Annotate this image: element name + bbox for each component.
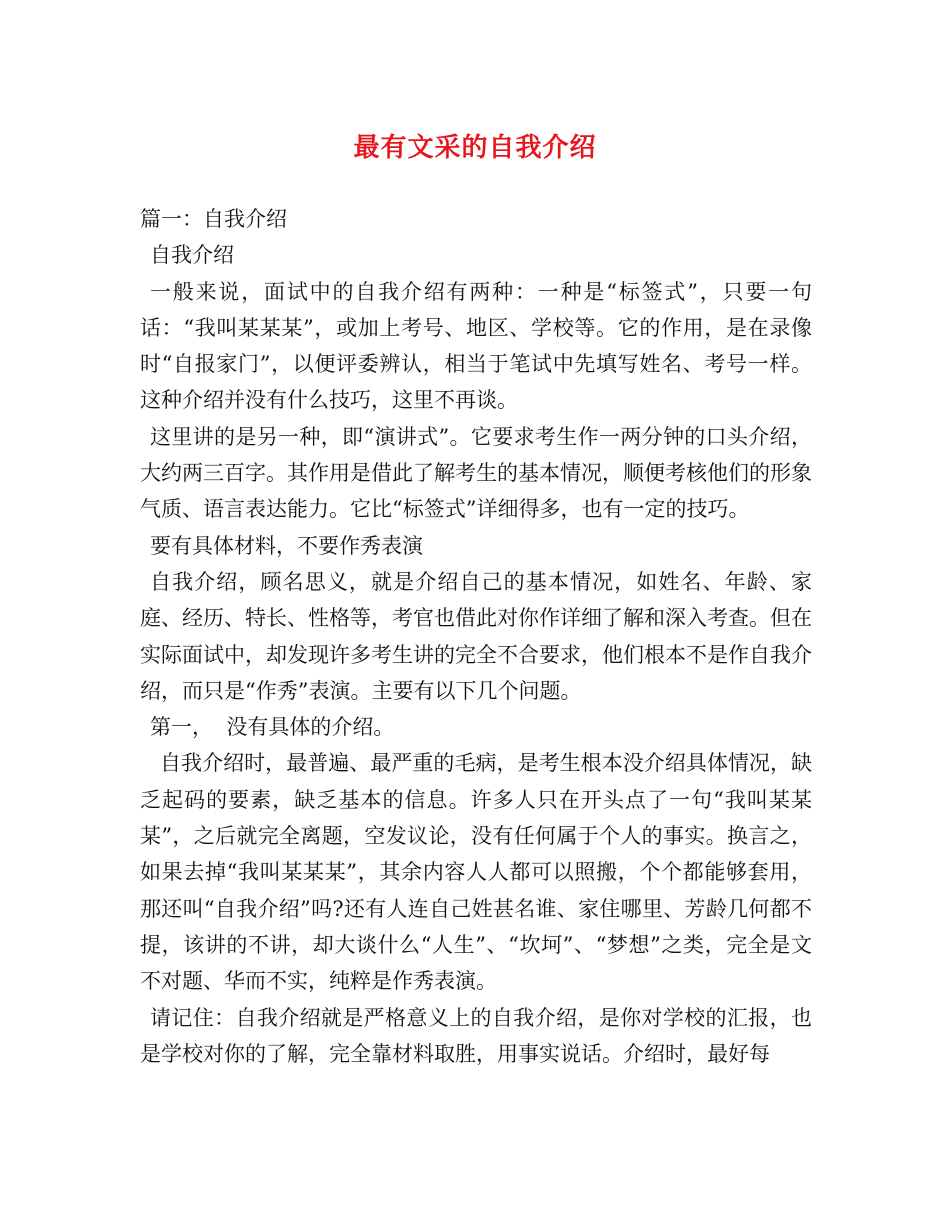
document-title: 最有文采的自我介绍	[353, 133, 597, 163]
subsection-heading: 自我介绍	[150, 243, 234, 268]
point-heading: 第一， 没有具体的介绍。	[150, 715, 395, 740]
body-paragraph: 一般来说，面试中的自我介绍有两种：一种是“标签式”，只要一句话：“我叫某某某”，或加上考号、地区、学校等。它的作用，是在录像时“自报家门”，以便评委辨认，相当于笔试中先填写姓名、考号一样。这种介绍并没有什么技巧，这里不再谈。	[140, 279, 812, 413]
document-body	[140, 201, 812, 1072]
subsection-heading: 要有具体材料，不要作秀表演	[150, 533, 423, 558]
section-heading: 篇一：自我介绍	[140, 207, 287, 231]
body-paragraph: 请记住：自我介绍就是严格意义上的自我介绍，是你对学校的汇报，也是学校对你的了解，完全靠材料取胜，用事实说话。介绍时，最好每	[140, 1005, 812, 1066]
body-paragraph: 这里讲的是另一种，即“演讲式”。它要求考生作一两分钟的口头介绍，大约两三百字。其作用是借此了解考生的基本情况，顺便考核他们的形象气质、语言表达能力。它比“标签式”详细得多，也有一定的技巧。	[140, 424, 812, 522]
body-paragraph: 自我介绍，顾名思义，就是介绍自己的基本情况，如姓名、年龄、家庭、经历、特长、性格等，考官也借此对你作详细了解和深入考查。但在实际面试中，却发现许多考生讲的完全不合要求，他们根本不是作自我介绍，而只是“作秀”表演。主要有以下几个问题。	[140, 569, 812, 703]
body-paragraph: 自我介绍时，最普遍、最严重的毛病，是考生根本没介绍具体情况，缺乏起码的要素，缺乏基本的信息。许多人只在开头点了一句“我叫某某某”，之后就完全离题，空发议论，没有任何属于个人的事实。换言之，如果去掉“我叫某某某”，其余内容人人都可以照搬，个个都能够套用，那还叫“自我介绍”吗?还有人连自己姓甚名谁、家住哪里、芳龄几何都不提，该讲的不讲，却大谈什么“人生”、“坎坷”、“梦想”之类，完全是文不对题、华而不实，纯粹是作秀表演。	[140, 751, 812, 994]
